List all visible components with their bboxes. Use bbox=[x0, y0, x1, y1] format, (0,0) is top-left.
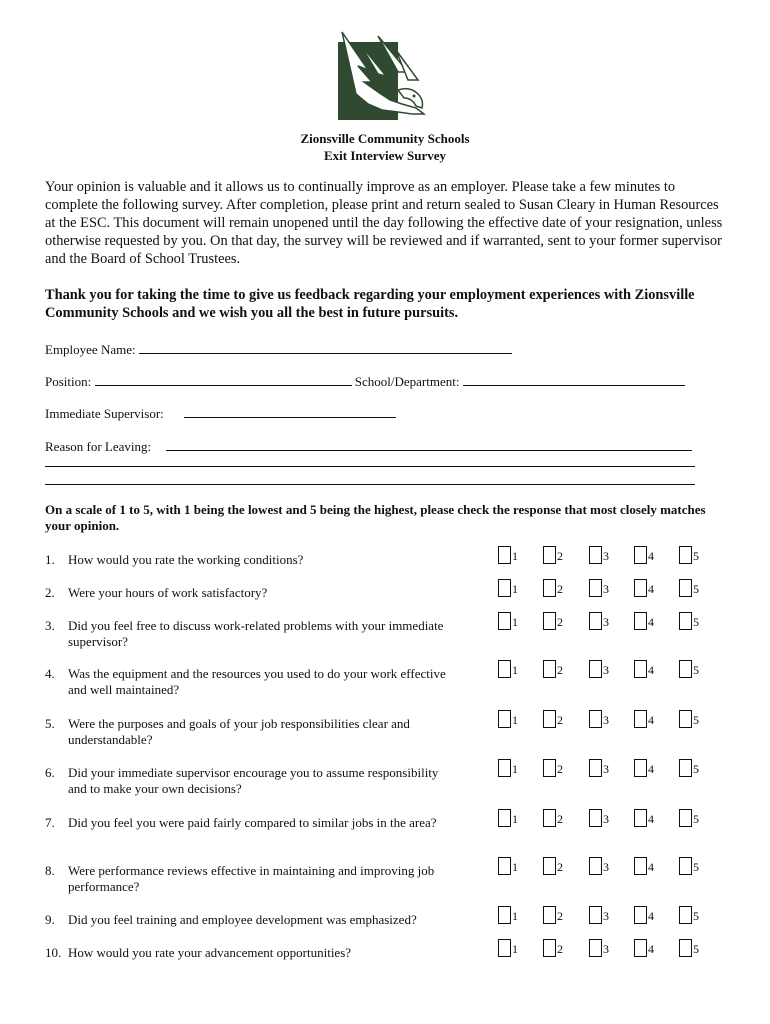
rating-label: 2 bbox=[557, 942, 563, 956]
rating-option-2[interactable] bbox=[543, 809, 583, 829]
rating-label: 3 bbox=[603, 909, 609, 923]
question-number: 6. bbox=[45, 765, 55, 780]
rating-label: 5 bbox=[693, 812, 699, 826]
rating-option-3[interactable] bbox=[589, 612, 629, 632]
scale-instruction: On a scale of 1 to 5, with 1 being the lowest and 5 being the highest, please check the response that most closely matches your opinion. bbox=[45, 502, 706, 533]
question-number: 9. bbox=[45, 912, 55, 927]
rating-checkbox[interactable] bbox=[498, 939, 511, 957]
supervisor-row bbox=[45, 405, 396, 422]
rating-label: 5 bbox=[693, 762, 699, 776]
question-text: Did your immediate supervisor encourage you to assume responsibility and to make your own decisions? bbox=[68, 765, 439, 796]
rating-checkbox[interactable] bbox=[543, 906, 556, 924]
rating-label: 5 bbox=[693, 582, 699, 596]
rating-option-3[interactable] bbox=[589, 579, 629, 599]
rating-option-2[interactable] bbox=[543, 546, 583, 566]
rating-option-2[interactable] bbox=[543, 660, 583, 680]
rating-option-5[interactable] bbox=[679, 809, 719, 829]
rating-label: 5 bbox=[693, 942, 699, 956]
rating-option-5[interactable] bbox=[679, 857, 719, 877]
rating-checkbox[interactable] bbox=[589, 612, 602, 630]
question-number: 8. bbox=[45, 863, 55, 878]
rating-checkbox[interactable] bbox=[543, 857, 556, 875]
rating-option-3[interactable] bbox=[589, 546, 629, 566]
rating-option-4[interactable] bbox=[634, 939, 674, 959]
rating-checkbox[interactable] bbox=[634, 939, 647, 957]
rating-label: 4 bbox=[648, 615, 654, 629]
rating-label: 4 bbox=[648, 663, 654, 677]
question-number: 1. bbox=[45, 552, 55, 567]
rating-option-1[interactable] bbox=[498, 906, 538, 926]
rating-label: 4 bbox=[648, 582, 654, 596]
rating-checkbox[interactable] bbox=[679, 579, 692, 597]
rating-option-4[interactable] bbox=[634, 906, 674, 926]
reason-line-2[interactable] bbox=[45, 466, 695, 467]
question-text: Did you feel free to discuss work-related problems with your immediate supervisor? bbox=[68, 618, 444, 649]
rating-label: 1 bbox=[512, 812, 518, 826]
rating-option-5[interactable] bbox=[679, 546, 719, 566]
rating-checkbox[interactable] bbox=[634, 809, 647, 827]
rating-checkbox[interactable] bbox=[498, 759, 511, 777]
rating-checkbox[interactable] bbox=[634, 857, 647, 875]
question-text: Was the equipment and the resources you used to do your work effective and well maintained? bbox=[68, 666, 446, 697]
rating-checkbox[interactable] bbox=[498, 809, 511, 827]
rating-label: 2 bbox=[557, 582, 563, 596]
rating-checkbox[interactable] bbox=[589, 906, 602, 924]
rating-label: 2 bbox=[557, 762, 563, 776]
rating-label: 1 bbox=[512, 942, 518, 956]
rating-label: 4 bbox=[648, 762, 654, 776]
rating-label: 2 bbox=[557, 549, 563, 563]
rating-label: 5 bbox=[693, 909, 699, 923]
rating-checkbox[interactable] bbox=[679, 906, 692, 924]
school-department-label: School/Department: bbox=[354, 374, 460, 389]
rating-checkbox[interactable] bbox=[679, 939, 692, 957]
rating-option-3[interactable] bbox=[589, 939, 629, 959]
rating-checkbox[interactable] bbox=[589, 939, 602, 957]
eagle-logo-icon bbox=[338, 30, 436, 120]
question-number: 4. bbox=[45, 666, 55, 681]
rating-checkbox[interactable] bbox=[589, 857, 602, 875]
rating-option-1[interactable] bbox=[498, 857, 538, 877]
rating-label: 5 bbox=[693, 549, 699, 563]
rating-checkbox[interactable] bbox=[543, 579, 556, 597]
rating-label: 1 bbox=[512, 549, 518, 563]
rating-option-2[interactable] bbox=[543, 906, 583, 926]
organization-name: Zionsville Community Schools bbox=[300, 131, 470, 146]
rating-label: 4 bbox=[648, 942, 654, 956]
rating-checkbox[interactable] bbox=[634, 612, 647, 630]
position-field[interactable] bbox=[95, 373, 352, 386]
rating-option-1[interactable] bbox=[498, 759, 538, 779]
rating-checkbox[interactable] bbox=[543, 939, 556, 957]
rating-option-5[interactable] bbox=[679, 579, 719, 599]
rating-option-3[interactable] bbox=[589, 906, 629, 926]
rating-option-5[interactable] bbox=[679, 759, 719, 779]
immediate-supervisor-label: Immediate Supervisor: bbox=[45, 406, 164, 421]
rating-option-3[interactable] bbox=[589, 660, 629, 680]
rating-checkbox[interactable] bbox=[634, 906, 647, 924]
rating-label: 5 bbox=[693, 615, 699, 629]
question-number: 2. bbox=[45, 585, 55, 600]
rating-option-3[interactable] bbox=[589, 809, 629, 829]
immediate-supervisor-field[interactable] bbox=[184, 405, 396, 418]
question-text: Were performance reviews effective in maintaining and improving job performance? bbox=[68, 863, 435, 894]
question-text: Did you feel you were paid fairly compared to similar jobs in the area? bbox=[68, 815, 437, 830]
rating-checkbox[interactable] bbox=[634, 579, 647, 597]
rating-label: 3 bbox=[603, 812, 609, 826]
rating-option-1[interactable] bbox=[498, 809, 538, 829]
rating-checkbox[interactable] bbox=[634, 660, 647, 678]
rating-label: 3 bbox=[603, 713, 609, 727]
rating-option-3[interactable] bbox=[589, 710, 629, 730]
intro-paragraph: Your opinion is valuable and it allows us to continually improve as an employer. Please take a few minutes to complete the following survey. After completion, please print and return sealed to Susan Cleary in Human Resources at the ESC. This document will remain unopened until the day following the effective date of your resignation, unless otherwise requested by you. On that day, the survey will be reviewed and if warranted, sent to your former supervisor and the Board of School Trustees. bbox=[45, 179, 723, 267]
rating-option-3[interactable] bbox=[589, 759, 629, 779]
position-label: Position: bbox=[45, 374, 92, 389]
rating-checkbox[interactable] bbox=[498, 906, 511, 924]
rating-option-2[interactable] bbox=[543, 857, 583, 877]
rating-option-4[interactable] bbox=[634, 857, 674, 877]
question-text: How would you rate your advancement opportunities? bbox=[68, 945, 352, 960]
rating-checkbox[interactable] bbox=[679, 612, 692, 630]
rating-label: 4 bbox=[648, 812, 654, 826]
rating-label: 1 bbox=[512, 860, 518, 874]
rating-option-5[interactable] bbox=[679, 612, 719, 632]
rating-option-1[interactable] bbox=[498, 710, 538, 730]
rating-option-4[interactable] bbox=[634, 710, 674, 730]
rating-label: 3 bbox=[603, 762, 609, 776]
rating-option-5[interactable] bbox=[679, 939, 719, 959]
rating-checkbox[interactable] bbox=[679, 759, 692, 777]
rating-checkbox[interactable] bbox=[543, 759, 556, 777]
rating-checkbox[interactable] bbox=[589, 710, 602, 728]
rating-label: 5 bbox=[693, 713, 699, 727]
position-row bbox=[45, 373, 685, 390]
rating-option-5[interactable] bbox=[679, 660, 719, 680]
rating-label: 4 bbox=[648, 713, 654, 727]
rating-checkbox[interactable] bbox=[634, 710, 647, 728]
rating-checkbox[interactable] bbox=[543, 710, 556, 728]
rating-option-4[interactable] bbox=[634, 660, 674, 680]
rating-checkbox[interactable] bbox=[634, 759, 647, 777]
employee-name-row bbox=[45, 341, 512, 358]
rating-checkbox[interactable] bbox=[589, 759, 602, 777]
rating-label: 1 bbox=[512, 615, 518, 629]
rating-label: 3 bbox=[603, 549, 609, 563]
rating-checkbox[interactable] bbox=[498, 579, 511, 597]
rating-option-4[interactable] bbox=[634, 809, 674, 829]
rating-option-5[interactable] bbox=[679, 710, 719, 730]
rating-option-4[interactable] bbox=[634, 546, 674, 566]
rating-label: 1 bbox=[512, 762, 518, 776]
rating-label: 3 bbox=[603, 663, 609, 677]
thank-you-paragraph: Thank you for taking the time to give us feedback regarding your employment experiences with Zionsville Community Schools and we wish you all the best in future pursuits. bbox=[45, 287, 695, 321]
rating-option-3[interactable] bbox=[589, 857, 629, 877]
rating-checkbox[interactable] bbox=[589, 579, 602, 597]
rating-label: 1 bbox=[512, 909, 518, 923]
rating-option-2[interactable] bbox=[543, 939, 583, 959]
reason-for-leaving-label: Reason for Leaving: bbox=[45, 439, 152, 454]
rating-option-2[interactable] bbox=[543, 579, 583, 599]
rating-option-4[interactable] bbox=[634, 759, 674, 779]
rating-checkbox[interactable] bbox=[679, 660, 692, 678]
rating-checkbox[interactable] bbox=[679, 710, 692, 728]
rating-checkbox[interactable] bbox=[543, 660, 556, 678]
question-text: Did you feel training and employee development was emphasized? bbox=[68, 912, 417, 927]
rating-checkbox[interactable] bbox=[498, 612, 511, 630]
rating-label: 1 bbox=[512, 663, 518, 677]
rating-checkbox[interactable] bbox=[543, 809, 556, 827]
question-text: How would you rate the working conditions? bbox=[68, 552, 304, 567]
reason-row bbox=[45, 438, 692, 455]
reason-for-leaving-field[interactable] bbox=[166, 438, 692, 451]
rating-option-2[interactable] bbox=[543, 612, 583, 632]
rating-checkbox[interactable] bbox=[679, 809, 692, 827]
rating-option-1[interactable] bbox=[498, 546, 538, 566]
rating-label: 2 bbox=[557, 812, 563, 826]
question-number: 10. bbox=[45, 945, 62, 960]
rating-label: 3 bbox=[603, 942, 609, 956]
rating-checkbox[interactable] bbox=[498, 546, 511, 564]
rating-label: 5 bbox=[693, 860, 699, 874]
rating-label: 3 bbox=[603, 860, 609, 874]
rating-checkbox[interactable] bbox=[543, 612, 556, 630]
rating-option-2[interactable] bbox=[543, 759, 583, 779]
rating-label: 3 bbox=[603, 582, 609, 596]
question-number: 5. bbox=[45, 716, 55, 731]
rating-label: 4 bbox=[648, 860, 654, 874]
rating-label: 2 bbox=[557, 860, 563, 874]
question-text: Were the purposes and goals of your job responsibilities clear and understandable? bbox=[68, 716, 410, 747]
rating-label: 1 bbox=[512, 713, 518, 727]
rating-option-1[interactable] bbox=[498, 939, 538, 959]
question-number: 7. bbox=[45, 815, 55, 830]
rating-option-1[interactable] bbox=[498, 579, 538, 599]
rating-option-5[interactable] bbox=[679, 906, 719, 926]
rating-checkbox[interactable] bbox=[634, 546, 647, 564]
rating-checkbox[interactable] bbox=[679, 546, 692, 564]
rating-label: 2 bbox=[557, 615, 563, 629]
rating-option-4[interactable] bbox=[634, 579, 674, 599]
question-number: 3. bbox=[45, 618, 55, 633]
rating-checkbox[interactable] bbox=[498, 857, 511, 875]
page-title: Exit Interview Survey bbox=[323, 148, 447, 163]
question-text: Were your hours of work satisfactory? bbox=[68, 585, 268, 600]
rating-label: 5 bbox=[693, 663, 699, 677]
rating-label: 4 bbox=[648, 549, 654, 563]
rating-label: 4 bbox=[648, 909, 654, 923]
rating-label: 2 bbox=[557, 909, 563, 923]
rating-checkbox[interactable] bbox=[498, 660, 511, 678]
school-department-field[interactable] bbox=[463, 373, 685, 386]
rating-checkbox[interactable] bbox=[589, 809, 602, 827]
rating-label: 2 bbox=[557, 713, 563, 727]
rating-option-2[interactable] bbox=[543, 710, 583, 730]
rating-checkbox[interactable] bbox=[589, 546, 602, 564]
rating-label: 2 bbox=[557, 663, 563, 677]
reason-line-3[interactable] bbox=[45, 484, 695, 485]
rating-label: 1 bbox=[512, 582, 518, 596]
rating-checkbox[interactable] bbox=[589, 660, 602, 678]
rating-option-4[interactable] bbox=[634, 612, 674, 632]
rating-checkbox[interactable] bbox=[543, 546, 556, 564]
employee-name-label: Employee Name: bbox=[45, 342, 136, 357]
rating-option-1[interactable] bbox=[498, 612, 538, 632]
rating-checkbox[interactable] bbox=[679, 857, 692, 875]
employee-name-field[interactable] bbox=[139, 341, 512, 354]
rating-label: 3 bbox=[603, 615, 609, 629]
rating-checkbox[interactable] bbox=[498, 710, 511, 728]
rating-option-1[interactable] bbox=[498, 660, 538, 680]
